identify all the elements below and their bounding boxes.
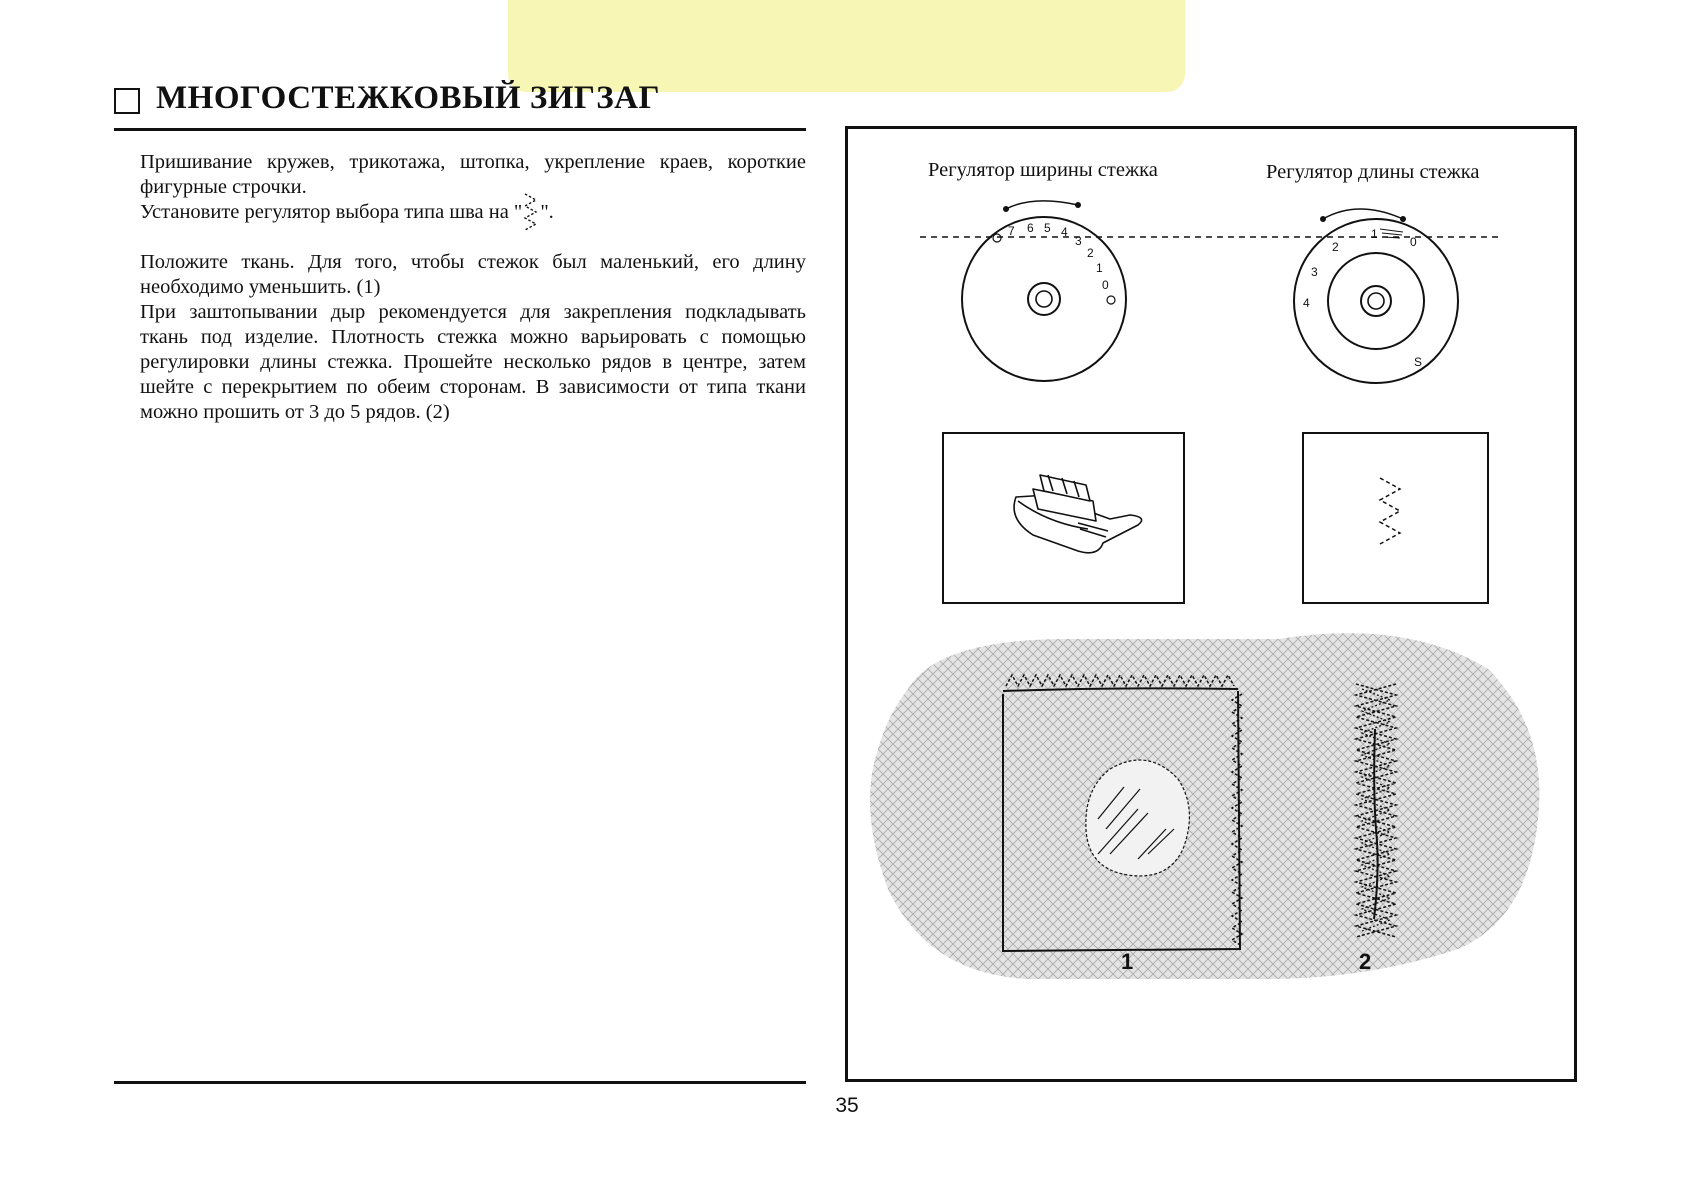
dial-number: S <box>1414 355 1423 369</box>
paragraph-darning: При заштопывании дыр рекомендуется для закрепления подкладывать ткань под изделие. Плотность стежка можно варьировать с помощью регулировки длины стежка. Прошейте несколько рядов в центре, затем шейте с перекрытием по обеим сторонам. В зависимости от типа ткани можно прошить от 3 до 5 рядов. (2) <box>140 301 806 423</box>
width-dial-label: Регулятор ширины стежка <box>928 159 1158 181</box>
dial-number: 5 <box>1044 221 1051 235</box>
dial-number: 6 <box>1027 221 1034 235</box>
illustration-drawing <box>848 129 1574 1079</box>
dial-number: 0 <box>1102 278 1109 292</box>
page-title: МНОГОСТЕЖКОВЫЙ ЗИГЗАГ <box>156 80 660 116</box>
dial-number: 3 <box>1075 234 1082 248</box>
illustration-panel <box>845 126 1577 1082</box>
top-color-tab <box>508 0 1185 92</box>
darning-example-fabric <box>870 633 1539 979</box>
length-dial-label: Регулятор длины стежка <box>1266 161 1480 183</box>
dial-number: 0 <box>1410 235 1417 249</box>
dial-number: 1 <box>1371 227 1378 241</box>
page-number: 35 <box>835 1094 859 1117</box>
dial-number: 3 <box>1311 265 1318 279</box>
stitch-pattern-box <box>1303 433 1488 603</box>
section-header <box>114 80 806 131</box>
dial-number: 1 <box>1096 261 1103 275</box>
paragraph-place-fabric: Положите ткань. Для того, чтобы стежок был маленький, его длину необходимо уменьшить. (1) <box>140 251 806 298</box>
dial-number: 2 <box>1332 240 1339 254</box>
set-selector-text: Установите регулятор выбора типа шва на " <box>140 201 523 223</box>
dial-number: 4 <box>1061 225 1068 239</box>
paragraph-set-selector <box>140 200 806 225</box>
stitch-width-dial[interactable] <box>962 201 1126 381</box>
example-1-label: 1 <box>1121 949 1134 974</box>
checkbox-icon <box>114 88 140 114</box>
set-selector-text-end: ". <box>540 201 554 223</box>
multi-zigzag-stitch-icon <box>522 190 540 234</box>
bottom-divider <box>114 1081 806 1084</box>
presser-foot-box <box>943 433 1184 603</box>
dial-number: 2 <box>1087 246 1094 260</box>
width-dial-scale <box>993 221 1115 304</box>
instructions-text <box>140 150 806 425</box>
example-2-label: 2 <box>1359 949 1372 974</box>
dial-number: 7 <box>1008 224 1015 238</box>
dial-number: 4 <box>1303 296 1310 310</box>
stitch-length-dial[interactable] <box>1294 209 1458 383</box>
paragraph-uses: Пришивание кружев, трикотажа, штопка, укрепление краев, короткие фигурные строчки. <box>140 151 806 198</box>
